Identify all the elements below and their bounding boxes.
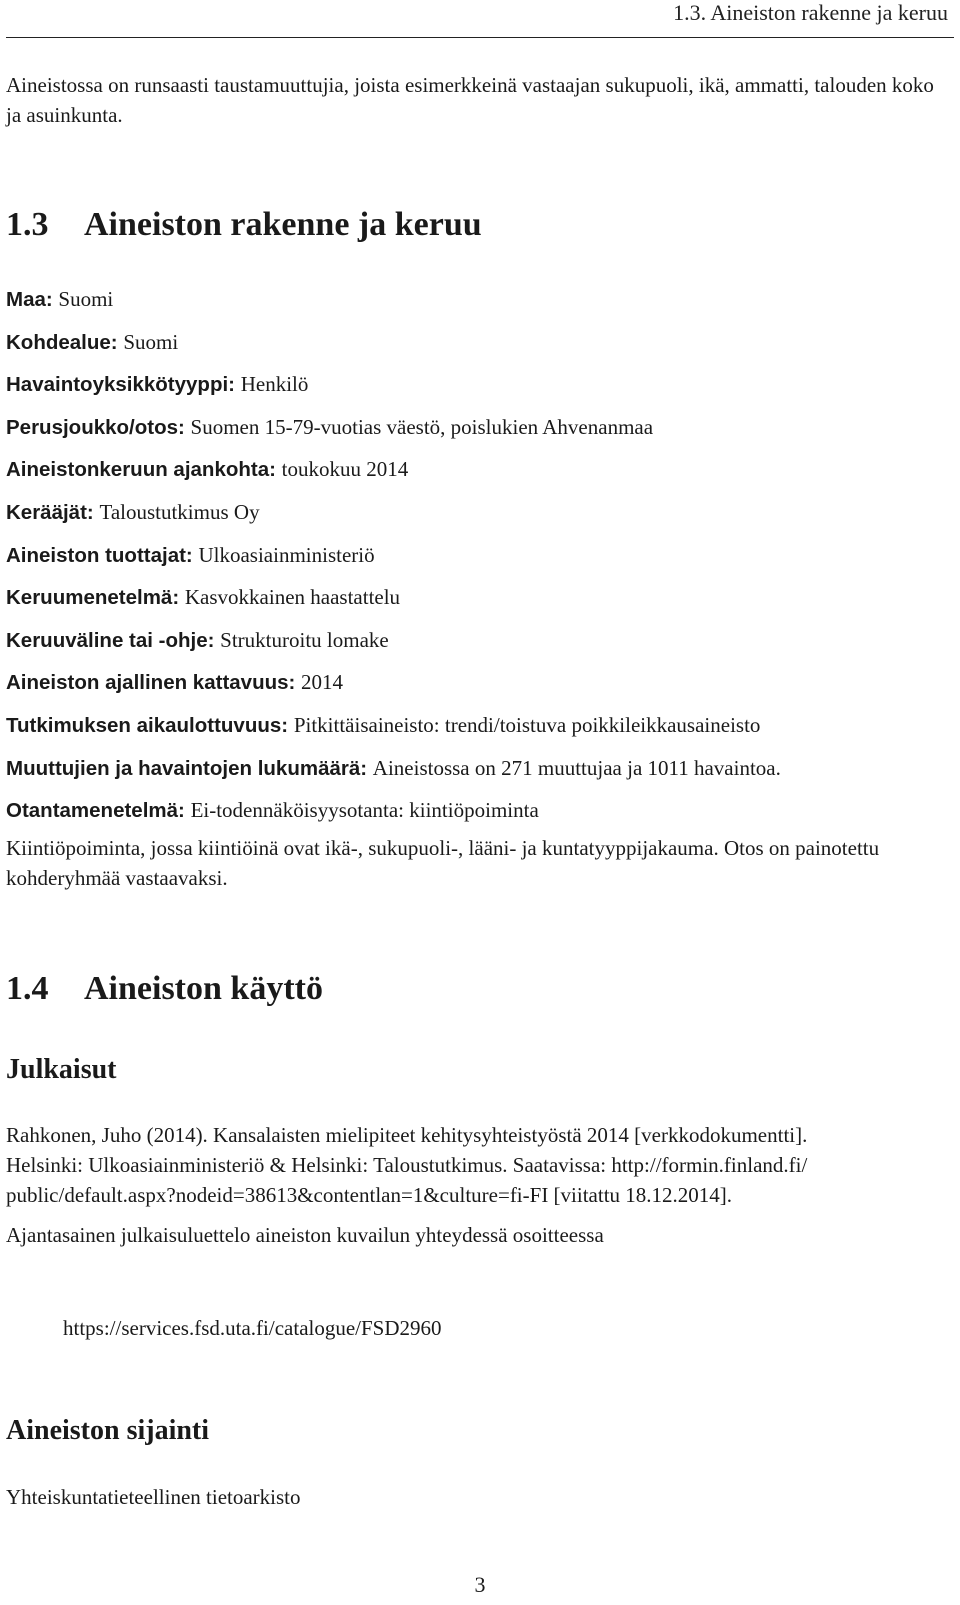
page-number: 3 <box>474 1572 486 1597</box>
section-title: Aineiston rakenne ja keruu <box>84 206 482 243</box>
metadata-label: Perusjoukko/otos: <box>6 415 185 439</box>
metadata-label: Havaintoyksikkötyyppi: <box>6 373 235 397</box>
metadata-label: Otantamenetelmä: <box>6 799 185 823</box>
section-number: 1.4 <box>6 970 49 1007</box>
metadata-value: toukokuu 2014 <box>281 457 409 482</box>
metadata-value: Suomi <box>123 329 179 354</box>
catalogue-link[interactable]: https://services.fsd.uta.fi/catalogue/FSD2960 <box>63 1316 442 1340</box>
metadata-row-collectors <box>6 499 956 542</box>
publications-heading: Julkaisut <box>6 1054 117 1085</box>
metadata-value: Aineistossa on 271 muuttujaa ja 1011 havaintoa. <box>372 755 781 780</box>
metadata-value: Henkilö <box>240 372 309 397</box>
metadata-row-temporal-coverage <box>6 669 956 712</box>
catalogue-note: Ajantasainen julkaisuluettelo aineiston kuvailun yhteydessä osoitteessa <box>6 1223 604 1247</box>
metadata-label: Muuttujien ja havaintojen lukumäärä: <box>6 756 368 780</box>
metadata-list <box>6 286 956 840</box>
metadata-label: Aineiston ajallinen kattavuus: <box>6 671 296 695</box>
metadata-row-target-area <box>6 329 956 372</box>
reference-line: Helsinki: Ulkoasiainministeriö & Helsinki: Taloustutkimus. Saatavissa: http://formin.finland.fi/ <box>6 1153 808 1177</box>
metadata-row-counts <box>6 755 956 798</box>
section-heading-1-4 <box>6 969 323 1009</box>
metadata-label: Kerääjät: <box>6 500 94 524</box>
metadata-value: Suomen 15-79-vuotias väestö, poislukien Ahvenanmaa <box>190 414 654 439</box>
section-title: Aineiston käyttö <box>84 970 323 1007</box>
location-heading: Aineiston sijainti <box>6 1415 210 1446</box>
metadata-label: Aineiston tuottajat: <box>6 543 193 567</box>
metadata-row-unit-type <box>6 371 956 414</box>
metadata-value: Strukturoitu lomake <box>220 627 389 652</box>
metadata-label: Kohdealue: <box>6 330 118 354</box>
metadata-value: Kasvokkainen haastattelu <box>184 585 401 610</box>
metadata-row-instrument <box>6 627 956 670</box>
metadata-value: Taloustutkimus Oy <box>99 499 260 524</box>
reference-line: public/default.aspx?nodeid=38613&contentlan=1&culture=fi-FI [viitattu 18.12.2014]. <box>6 1183 733 1207</box>
metadata-row-collection-date <box>6 456 956 499</box>
metadata-value: Suomi <box>58 287 114 311</box>
metadata-value: Pitkittäisaineisto: trendi/toistuva poikkileikkausaineisto <box>293 712 761 737</box>
metadata-label: Keruuväline tai -ohje: <box>6 628 215 652</box>
metadata-label: Maa: <box>6 288 53 311</box>
section-number: 1.3 <box>6 206 49 243</box>
metadata-value: 2014 <box>301 670 344 695</box>
metadata-row-population <box>6 414 956 457</box>
metadata-label: Aineistonkeruun ajankohta: <box>6 458 276 482</box>
metadata-label: Keruumenetelmä: <box>6 586 180 610</box>
metadata-row-collection-method <box>6 584 956 627</box>
metadata-row-country <box>6 286 956 329</box>
metadata-value: Ei-todennäköisyysotanta: kiintiöpoiminta <box>190 798 539 823</box>
running-header: 1.3. Aineiston rakenne ja keruu <box>673 0 948 25</box>
header-rule <box>6 37 954 38</box>
reference-line: Rahkonen, Juho (2014). Kansalaisten mielipiteet kehitysyhteistyöstä 2014 [verkkodokumentti]. <box>6 1123 808 1147</box>
metadata-value: Ulkoasiainministeriö <box>198 542 375 567</box>
publication-reference <box>6 1120 956 1210</box>
section-heading-1-3 <box>6 205 482 245</box>
quota-paragraph: Kiintiöpoiminta, jossa kiintiöinä ovat ikä-, sukupuoli-, lääni- ja kuntatyyppijakauma. Otos on painotettu kohderyhmää vastaavaksi. <box>6 836 880 890</box>
intro-paragraph: Aineistossa on runsaasti taustamuuttujia, joista esimerkkeinä vastaajan sukupuoli, ikä, ammatti, talouden koko ja asuinkunta. <box>6 73 934 127</box>
metadata-row-time-dimension <box>6 712 956 755</box>
metadata-row-producers <box>6 542 956 585</box>
metadata-label: Tutkimuksen aikaulottuvuus: <box>6 713 289 737</box>
location-value: Yhteiskuntatieteellinen tietoarkisto <box>6 1485 301 1509</box>
